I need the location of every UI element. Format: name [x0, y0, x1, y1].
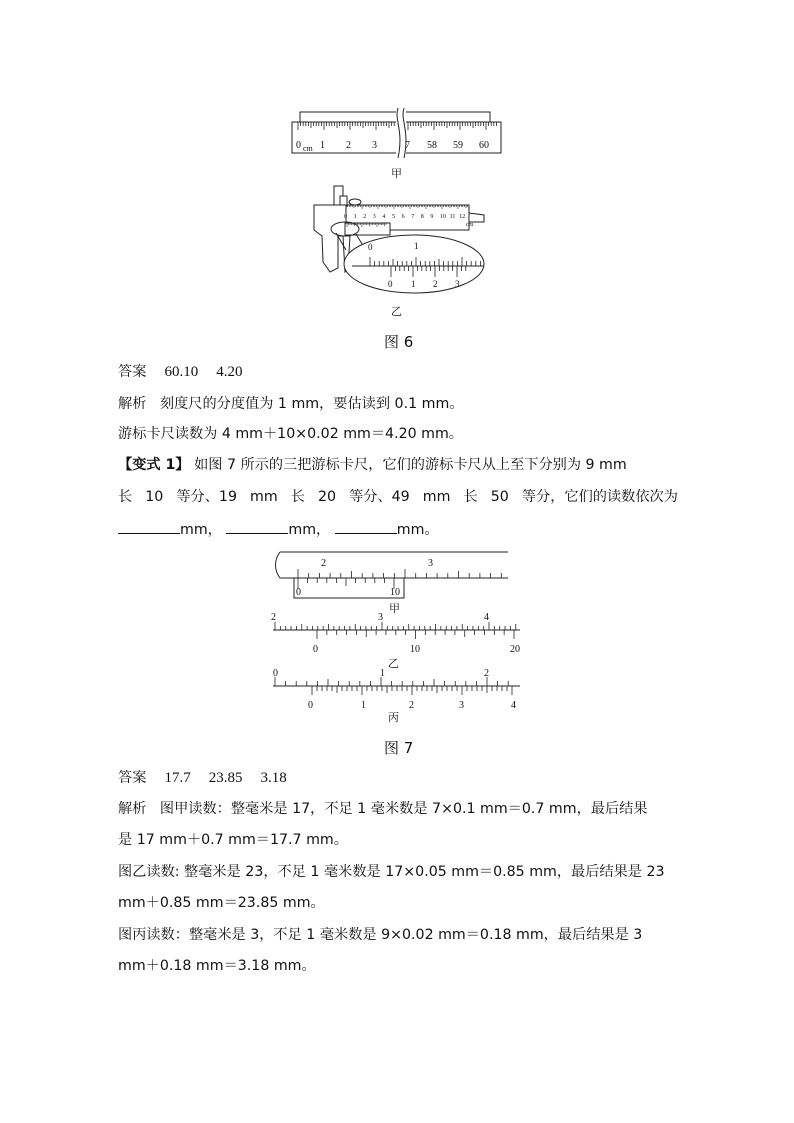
figure-7: [0, 540, 794, 730]
analysis-1: [118, 394, 463, 414]
answer-blank[interactable]: [335, 519, 397, 534]
analysis-2: [118, 799, 648, 819]
figure-7-caption: 图 7: [384, 739, 414, 757]
unit: mm: [180, 522, 208, 538]
a-vernier-label: 0: [296, 587, 301, 598]
answer-value: 17.7: [164, 770, 191, 786]
b-main-label: 3: [378, 612, 383, 623]
analysis-1-line-2: 游标卡尺读数为 4 mm＋10×0.02 mm＝4.20 mm。: [118, 426, 463, 442]
variant-text: 如图 7 所示的三把游标卡尺，它们的游标卡尺从上至下分别为 9 mm: [194, 457, 627, 473]
analysis-2-line-3: 图乙读数: 整毫米是 23，不足 1 毫米数是 17×0.05 mm＝0.85 mm，最后结果是 23: [118, 864, 665, 880]
ruler-jia: [292, 108, 501, 158]
ruler-label: 3: [372, 140, 377, 151]
answer-label: 答案: [118, 364, 147, 380]
separator: ，: [316, 522, 331, 538]
caliper-jia: [276, 552, 509, 598]
c-vernier-label: 1: [361, 700, 366, 711]
variant-word: 长: [290, 489, 305, 505]
caliper-bing: [273, 668, 520, 711]
ruler-label: 1: [320, 140, 325, 151]
label-yi-fig7: 乙: [388, 657, 399, 670]
a-vernier-label: 10: [390, 587, 400, 598]
mag-main-label: 0: [368, 242, 373, 252]
variant-word: 50: [490, 489, 509, 505]
ruler-label: 2: [346, 140, 351, 151]
mag-vernier-label: 2: [433, 279, 438, 289]
label-jia: 甲: [391, 167, 402, 180]
variant-word: 长: [463, 489, 478, 505]
mag-vernier-label: 1: [411, 279, 416, 289]
variant-word: 等分、49: [349, 489, 410, 505]
ruler-unit: cm: [303, 144, 313, 153]
answer-1: [118, 362, 242, 382]
unit: mm: [396, 522, 425, 538]
answer-2: [118, 768, 287, 788]
separator: ，: [207, 522, 222, 538]
variant-word: mm: [250, 489, 278, 505]
b-vernier-label: 10: [410, 644, 420, 655]
period: 。: [424, 522, 439, 538]
variant-word: 20: [317, 489, 337, 505]
ruler-label: 0: [296, 140, 301, 151]
caliper-yi-fig7: [271, 612, 520, 655]
label-jia-fig7: 甲: [389, 602, 400, 615]
caliper-main-label: 6: [401, 214, 405, 220]
ruler-label: 7: [405, 140, 410, 151]
answer-label: 答案: [118, 770, 147, 786]
caliper-main-label: 11: [449, 214, 456, 220]
caliper-yi: [314, 186, 484, 293]
answer-blank[interactable]: [118, 519, 180, 534]
c-main-label: 0: [273, 668, 278, 679]
b-vernier-label: 20: [510, 644, 520, 655]
c-vernier-label: 3: [459, 700, 464, 711]
caliper-main-label: 3: [372, 214, 376, 220]
c-vernier-label: 2: [409, 700, 414, 711]
caliper-main-label: 0: [344, 214, 347, 220]
c-main-label: 1: [380, 668, 385, 679]
answer-value: 60.10: [164, 364, 199, 380]
analysis-2-line-2: 是 17 mm＋0.7 mm＝17.7 mm。: [118, 832, 348, 848]
caliper-unit: cm: [466, 222, 474, 228]
ruler-label: 58: [427, 140, 437, 151]
answer-value: 23.85: [208, 770, 243, 786]
caliper-main-label: 12: [459, 214, 466, 220]
caliper-main-label: 5: [392, 214, 395, 220]
variant-1: [118, 455, 627, 475]
caliper-main-label: 1: [353, 214, 357, 220]
label-yi: 乙: [391, 305, 402, 318]
ruler-label: 59: [453, 140, 463, 151]
answer-blank[interactable]: [226, 519, 288, 534]
caliper-main-label: 2: [363, 214, 367, 220]
variant-word: mm: [422, 489, 451, 505]
ruler-label: 60: [479, 140, 489, 151]
label-bing-fig7: 丙: [388, 711, 399, 724]
variant-tag: 【变式 1】: [118, 457, 190, 473]
answer-blanks: [118, 519, 439, 540]
answer-value: 3.18: [260, 770, 287, 786]
b-vernier-label: 0: [313, 644, 318, 655]
c-vernier-label: 0: [308, 700, 313, 711]
variant-word: 长: [118, 489, 133, 505]
mag-vernier-label: 3: [455, 279, 460, 289]
analysis-2-line-6: mm＋0.18 mm＝3.18 mm。: [118, 958, 316, 974]
analysis-label: 解析: [118, 396, 147, 412]
caliper-main-label: 9: [430, 214, 434, 220]
a-main-label: 3: [428, 558, 433, 569]
mag-main-label: 1: [414, 241, 419, 251]
a-main-label: 2: [321, 558, 326, 569]
c-vernier-label: 4: [511, 700, 516, 711]
analysis-2-line-5: 图丙读数：整毫米是 3，不足 1 毫米数是 9×0.02 mm＝0.18 mm，最后结果是 3: [118, 927, 643, 943]
caliper-main-label: 8: [420, 214, 424, 220]
answer-value: 4.20: [216, 364, 243, 380]
variant-word: 等分，它们的读数依次为: [521, 489, 678, 505]
caliper-main-label: 4: [382, 214, 386, 220]
figure-6-caption: 图 6: [384, 333, 414, 351]
analysis-label: 解析: [118, 801, 147, 817]
unit: mm: [288, 522, 317, 538]
mag-vernier-label: 0: [388, 279, 393, 289]
variant-word: 等分、19: [176, 489, 237, 505]
caliper-main-label: 10: [440, 214, 446, 220]
variant-1-line-2: [118, 487, 678, 507]
b-main-label: 4: [484, 612, 489, 623]
c-main-label: 2: [484, 668, 489, 679]
b-main-label: 2: [271, 612, 276, 623]
analysis-text: 刻度尺的分度值为 1 mm，要估读到 0.1 mm。: [159, 396, 464, 412]
caliper-main-label: 7: [411, 214, 415, 220]
analysis-text: 图甲读数：整毫米是 17，不足 1 毫米数是 7×0.1 mm＝0.7 mm，最后结果: [159, 801, 648, 817]
analysis-2-line-4: mm＋0.85 mm＝23.85 mm。: [118, 895, 325, 911]
variant-word: 10: [145, 489, 164, 505]
